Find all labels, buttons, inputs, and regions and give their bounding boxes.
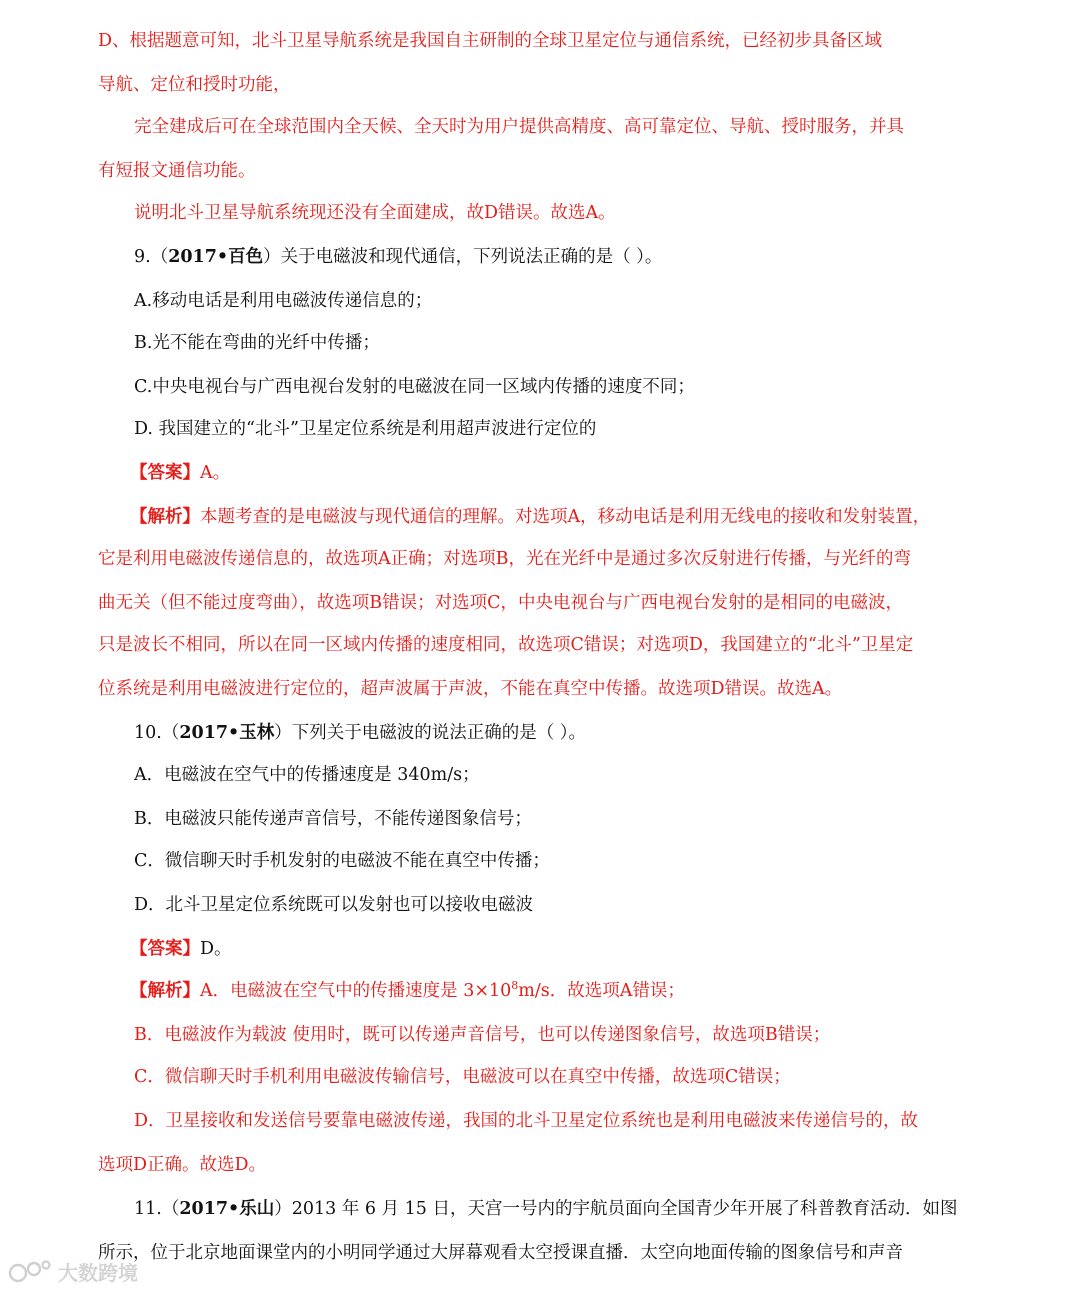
paragraph-line: 说明北斗卫星导航系统现还没有全面建成，故D错误。故选A。 [134,203,616,223]
option-b: B．电磁波只能传递声音信号，不能传递图象信号； [134,809,532,829]
option-c: C.中央电视台与广西电视台发射的电磁波在同一区域内传播的速度不同； [134,377,695,397]
question-source: 2017•百色 [168,247,264,267]
answer-label: 【答案】 [130,463,200,483]
analysis-line: 选项D正确。故选D。 [98,1155,267,1175]
analysis-line: D．卫星接收和发送信号要靠电磁波传递，我国的北斗卫星定位系统也是利用电磁波来传递信号的，故 [134,1111,919,1131]
answer-value: D。 [200,939,232,959]
analysis-line: C．微信聊天时手机利用电磁波传输信号，电磁波可以在真空中传播，故选项C错误； [134,1067,791,1087]
analysis-line: 曲无关（但不能过度弯曲），故选项B错误；对选项C，中央电视台与广西电视台发射的是相同的电磁波， [98,593,903,613]
question-11-stem [134,1196,1024,1222]
option-a: A．电磁波在空气中的传播速度是 340m/s； [134,765,480,785]
question-text: 关于电磁波和现代通信，下列说法正确的是（ ）。 [280,247,663,267]
analysis-line: 位系统是利用电磁波进行定位的，超声波属于声波，不能在真空中传播。故选项D错误。故选A。 [98,679,843,699]
paragraph-line: 导航、定位和授时功能， [98,75,291,95]
question-source: 2017•乐山 [179,1199,275,1219]
option-a: A.移动电话是利用电磁波传递信息的； [134,291,433,311]
question-text: 下列关于电磁波的说法正确的是（ ）。 [291,723,587,743]
question-number: 10.（ [134,723,180,743]
question-9-stem [134,244,1024,270]
paragraph-line: 有短报文通信功能。 [98,161,256,181]
answer-value: A。 [200,463,231,483]
question-source-close: ） [274,723,292,743]
option-d: D. 我国建立的“北斗”卫星定位系统是利用超声波进行定位的 [134,419,597,439]
option-c: C．微信聊天时手机发射的电磁波不能在真空中传播； [134,851,550,871]
analysis-text-pre: A．电磁波在空气中的传播速度是 3×10 [200,981,512,1001]
analysis-line: 它是利用电磁波传递信息的，故选项A正确；对选项B，光在光纤中是通过多次反射进行传播，与光纤的弯 [98,549,911,569]
question-number: 9.（ [134,247,169,267]
analysis-line [130,504,1020,530]
question-text: 2013 年 6 月 15 日，天宫一号内的宇航员面向全国青少年开展了科普教育活动．如图 [291,1199,958,1219]
answer-line [130,460,1020,486]
answer-line [130,936,1020,962]
paragraph-line: 完全建成后可在全球范围内全天候、全天时为用户提供高精度、高可靠定位、导航、授时服务，并具 [134,117,904,137]
watermark [8,1256,138,1286]
watermark-text: 大数跨境 [58,1260,138,1285]
watermark-logo-icon [8,1257,52,1285]
option-d: D．北斗卫星定位系统既可以发射也可以接收电磁波 [134,895,534,915]
question-source-close: ） [274,1199,292,1219]
analysis-line: B．电磁波作为载波 使用时，既可以传递声音信号，也可以传递图象信号，故选项B错误； [134,1025,831,1045]
paragraph-line: D、根据题意可知，北斗卫星导航系统是我国自主研制的全球卫星定位与通信系统，已经初步具备区域 [98,31,883,51]
question-10-stem [134,720,1024,746]
question-number: 11.（ [134,1199,180,1219]
paragraph-line: 所示，位于北京地面课堂内的小明同学通过大屏幕观看太空授课直播．太空向地面传输的图象信号和声音 [98,1243,903,1263]
option-b: B.光不能在弯曲的光纤中传播； [134,333,380,353]
analysis-label: 【解析】 [130,981,200,1001]
analysis-label: 【解析】 [130,507,200,527]
analysis-line [130,978,1020,1004]
exponent: 8 [511,979,519,993]
question-source: 2017•玉林 [179,723,275,743]
question-source-close: ） [263,247,281,267]
answer-label: 【答案】 [130,939,200,959]
analysis-text: 本题考查的是电磁波与现代通信的理解。对选项A，移动电话是利用无线电的接收和发射装置， [200,507,931,527]
analysis-text-post: m/s．故选项A错误； [518,981,685,1001]
analysis-line: 只是波长不相同，所以在同一区域内传播的速度相同，故选项C错误；对选项D，我国建立的“北斗”卫星定 [98,635,914,655]
